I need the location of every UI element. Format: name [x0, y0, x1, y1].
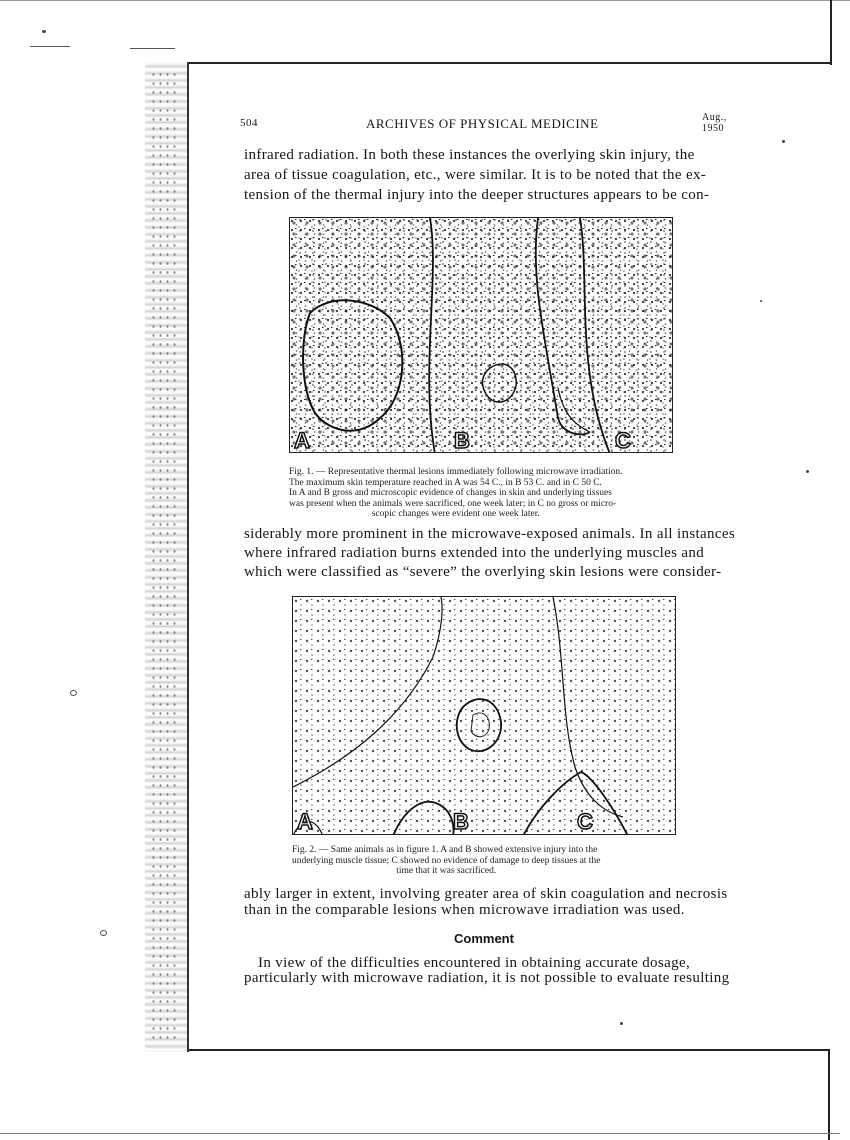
speck: [100, 930, 107, 936]
section-heading-comment: Comment: [454, 931, 514, 946]
speck: [760, 300, 762, 302]
page-edge-top: [150, 62, 832, 64]
text-line: particularly with microwave radiation, it is not possible to evaluate resulting: [244, 970, 730, 986]
caption-line: The maximum skin temperature reached in A was 54 C., in B 53 C. and in C 50 C.: [289, 477, 602, 488]
caption-line: Fig. 2. — Same animals as in figure 1. A and B showed extensive injury into the: [292, 845, 598, 855]
scan-frame-top-left-mark: [30, 46, 70, 47]
page-edge-bottom: [150, 1049, 830, 1051]
text-line: In view of the difficulties encountered in obtaining accurate dosage,: [258, 955, 691, 971]
caption-line: scopic changes were evident one week later.: [371, 509, 540, 519]
panel-label-b: B: [453, 809, 469, 834]
speck: [806, 470, 809, 473]
text-line: siderably more prominent in the microwave-exposed animals. In all instances: [244, 526, 736, 542]
figure-2-image: [293, 597, 676, 835]
speck: [70, 690, 77, 696]
panel-label-a: A: [294, 428, 310, 453]
speck: [42, 30, 46, 33]
panel-label-c: C: [615, 428, 631, 453]
text-line: area of tissue coagulation, etc., were similar. It is to be noted that the ex-: [244, 167, 707, 183]
running-header: [240, 112, 740, 136]
text-line: ably larger in extent, involving greater area of skin coagulation and necrosis: [244, 886, 728, 902]
scan-frame-bottom: [0, 1133, 840, 1134]
speck: [782, 140, 785, 143]
text-line: where infrared radiation burns extended into the underlying muscles and: [244, 545, 705, 561]
issue-date: Aug., 1950: [702, 112, 727, 134]
speck: [620, 1022, 623, 1025]
page-number: 504: [240, 117, 258, 129]
caption-line: was present when the animals were sacrificed, one week later; in C no gross or micro-: [289, 498, 617, 509]
figure-1-caption: [289, 467, 622, 520]
scan-frame-right-upper: [830, 0, 832, 65]
caption-line: time that it was sacrificed.: [396, 866, 497, 876]
figure-2-caption: [292, 845, 600, 877]
page-edge-right-lower: [828, 1050, 830, 1140]
panel-label-c: C: [577, 809, 593, 834]
scan-frame-top: [0, 0, 850, 1]
caption-line: In A and B gross and microscopic evidence of changes in skin and underlying tissues: [289, 488, 612, 498]
text-line: infrared radiation. In both these instances the overlying skin injury, the: [244, 147, 695, 163]
scan-frame-top-left-mark-2: [130, 48, 175, 49]
figure-1-image: [290, 218, 673, 453]
figure-2-photo: [292, 596, 676, 835]
text-line: than in the comparable lesions when microwave irradiation was used.: [244, 902, 685, 918]
panel-label-a: A: [297, 809, 313, 834]
text-line: tension of the thermal injury into the deeper structures appears to be con-: [244, 187, 710, 203]
caption-line: Fig. 1. — Representative thermal lesions immediately following microwave irradiation.: [289, 467, 623, 477]
journal-title: ARCHIVES OF PHYSICAL MEDICINE: [366, 116, 599, 131]
panel-label-b: B: [454, 428, 470, 453]
figure-1-photo: [289, 217, 673, 453]
caption-line: underlying muscle tissue; C showed no evidence of damage to deep tissues at the: [292, 855, 601, 866]
gutter-noise: [150, 70, 180, 1045]
text-line: which were classified as “severe” the overlying skin lesions were consider-: [244, 564, 722, 580]
